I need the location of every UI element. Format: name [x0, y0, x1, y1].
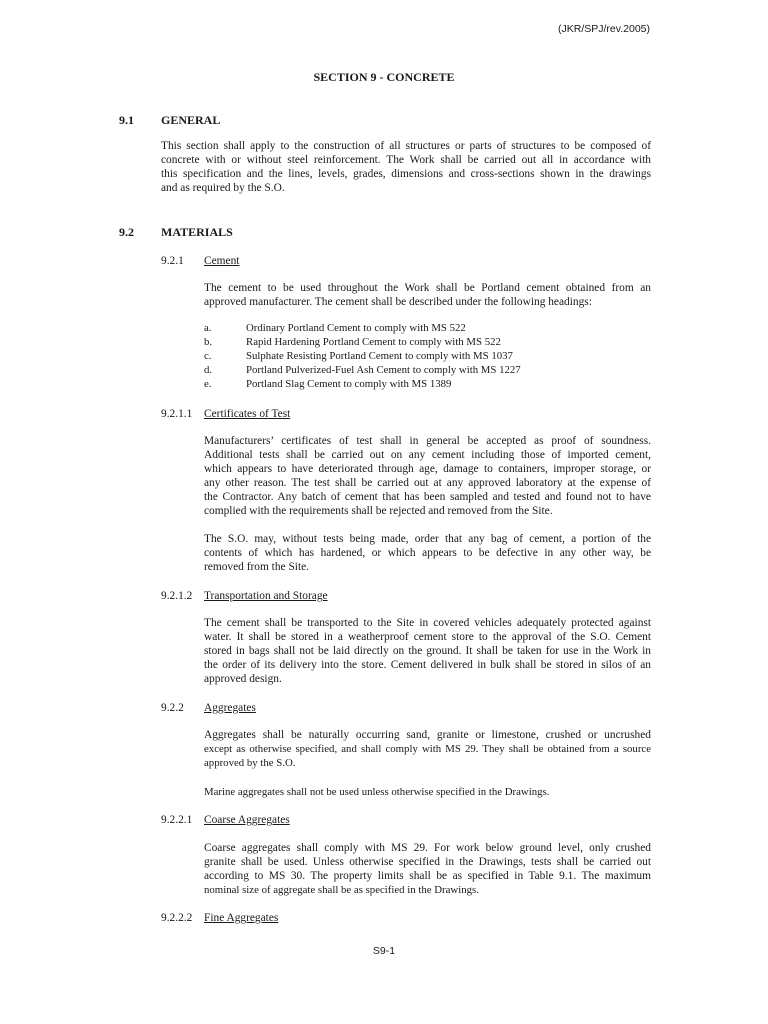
list-text: Sulphate Resisting Portland Cement to comply with MS 1037	[246, 350, 513, 362]
general-line: concrete with or without steel reinforcement. The Work shall be carried out all in accordance with	[161, 154, 651, 166]
clause-9-2-2-2-number: 9.2.2.2	[161, 912, 193, 924]
cement-line: approved manufacturer. The cement shall be described under the following headings:	[204, 296, 592, 308]
certificates-line: removed from the Site.	[204, 561, 310, 573]
section-9-2-heading: MATERIALS	[161, 225, 233, 239]
list-item	[204, 321, 651, 335]
clause-9-2-1-heading: Cement	[204, 255, 240, 267]
transportation-line: the order of its delivery into the store. Cement delivered in bulk shall be stored in silos of an	[204, 659, 651, 671]
certificates-line: The S.O. may, without tests being made, order that any bag of cement, a portion of the	[204, 533, 651, 545]
clause-9-2-2-number: 9.2.2	[161, 702, 184, 714]
aggregates-line: except as otherwise specified, and shall comply with MS 29. They shall be obtained from a source	[204, 743, 651, 755]
list-item	[204, 349, 651, 363]
list-letter: e.	[204, 378, 212, 390]
list-text: Ordinary Portland Cement to comply with MS 522	[246, 322, 466, 334]
list-text: Rapid Hardening Portland Cement to comply with MS 522	[246, 336, 501, 348]
coarse-line: according to MS 30. The property limits shall be as specified in Table 9.1. The maximum	[204, 870, 651, 882]
certificates-line: Manufacturers’ certificates of test shall in general be accepted as proof of soundness.	[204, 435, 651, 447]
general-paragraph	[161, 139, 651, 195]
list-letter: d.	[204, 364, 213, 376]
clause-9-2-1-2-number: 9.2.1.2	[161, 590, 193, 602]
section-9-1-number: 9.1	[119, 113, 134, 127]
certificates-line: Additional tests shall be carried out on any cement including those of imported cement,	[204, 449, 651, 461]
coarse-line: granite shall be used. Unless otherwise specified in the Drawings, tests shall be carried out	[204, 856, 651, 868]
general-line: and as required by the S.O.	[161, 182, 285, 194]
list-item	[204, 377, 651, 391]
list-item	[204, 363, 651, 377]
coarse-line: Coarse aggregates shall comply with MS 29. For work below ground level, only crushed	[204, 842, 651, 854]
certificates-paragraph-2	[204, 532, 651, 574]
clause-9-2-2-1-number: 9.2.2.1	[161, 814, 193, 826]
list-letter: a.	[204, 322, 212, 334]
general-line: This section shall apply to the construction of all structures or parts of structures to be composed of	[161, 140, 651, 152]
aggregates-paragraph-2	[204, 785, 651, 799]
transportation-line: approved design.	[204, 673, 282, 685]
section-9-2-number: 9.2	[119, 225, 134, 239]
transportation-line: The cement shall be transported to the Site in covered vehicles adequately protected against	[204, 617, 651, 629]
clause-9-2-2-2-heading: Fine Aggregates	[204, 912, 279, 924]
certificates-line: contents of which has hardened, or which appears to be defective in any other way, be	[204, 547, 651, 559]
clause-9-2-1-2-heading: Transportation and Storage	[204, 590, 328, 602]
section-title: SECTION 9 - CONCRETE	[313, 70, 455, 84]
certificates-line: the Contractor. Any batch of cement that has been sampled and tested and found not to have	[204, 491, 651, 503]
list-letter: b.	[204, 336, 213, 348]
transportation-line: stored in bags shall not be laid directly on the ground. It shall be taken for use in the Work in	[204, 645, 651, 657]
aggregates-line: Marine aggregates shall not be used unless otherwise specified in the Drawings.	[204, 786, 550, 798]
cement-types-list	[204, 321, 651, 391]
list-item	[204, 335, 651, 349]
list-text: Portland Slag Cement to comply with MS 1389	[246, 378, 452, 390]
transportation-paragraph	[204, 616, 651, 686]
aggregates-paragraph-1	[204, 728, 651, 770]
general-line: this specification and the lines, levels, grades, dimensions and cross-sections shown in the drawings	[161, 168, 651, 180]
clause-9-2-1-1-number: 9.2.1.1	[161, 408, 193, 420]
cement-line: The cement to be used throughout the Work shall be Portland cement obtained from an	[204, 282, 651, 294]
page-number: S9-1	[372, 945, 396, 957]
document-reference: (JKR/SPJ/rev.2005)	[558, 23, 651, 35]
section-9-1-heading: GENERAL	[161, 113, 221, 127]
certificates-paragraph-1	[204, 434, 651, 518]
clause-9-2-2-heading: Aggregates	[204, 702, 256, 714]
aggregates-line: approved by the S.O.	[204, 757, 296, 769]
clause-9-2-2-1-heading: Coarse Aggregates	[204, 814, 290, 826]
list-letter: c.	[204, 350, 212, 362]
clause-9-2-1-number: 9.2.1	[161, 255, 184, 267]
transportation-line: water. It shall be stored in a weatherproof cement store to the approval of the S.O. Cement	[204, 631, 651, 643]
coarse-aggregates-paragraph	[204, 841, 651, 897]
cement-paragraph	[204, 281, 651, 309]
coarse-line: nominal size of aggregate shall be as specified in the Drawings.	[204, 884, 479, 896]
list-text: Portland Pulverized-Fuel Ash Cement to comply with MS 1227	[246, 364, 521, 376]
clause-9-2-1-1-heading: Certificates of Test	[204, 408, 291, 420]
aggregates-line: Aggregates shall be naturally occurring sand, granite or limestone, crushed or uncrushed	[204, 729, 651, 741]
certificates-line: complied with the requirements shall be rejected and removed from the Site.	[204, 505, 553, 517]
certificates-line: which appears to have deteriorated through age, damage to containers, improper storage, or	[204, 463, 651, 475]
certificates-line: any other reason. The test shall be carried out at any approved laboratory at the expense of	[204, 477, 651, 489]
